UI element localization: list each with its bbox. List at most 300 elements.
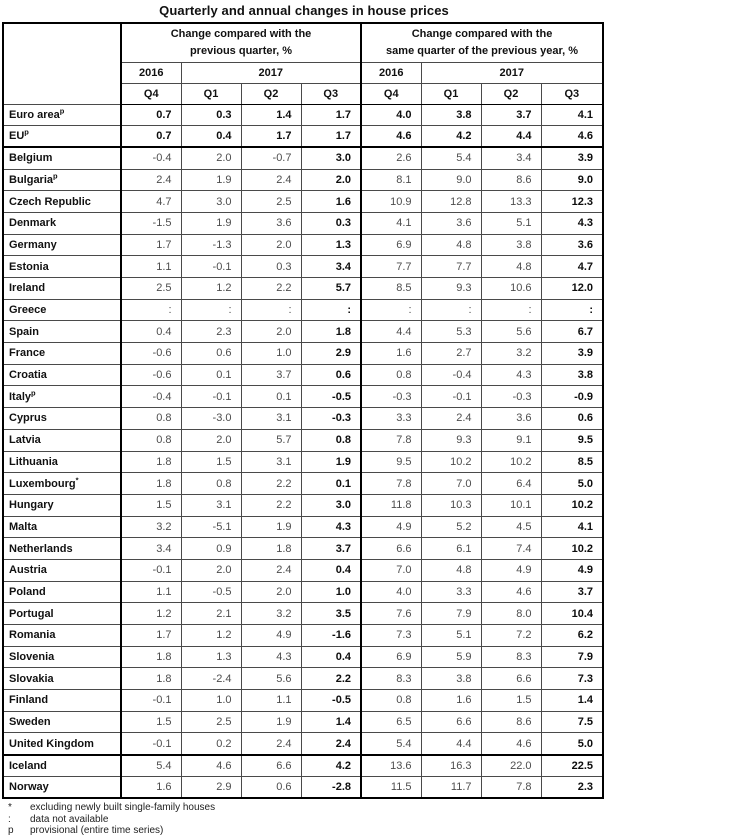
value-cell: -0.1	[181, 256, 241, 278]
country-label: Austria	[3, 559, 121, 581]
country-label: Hungary	[3, 494, 121, 516]
value-cell: -0.7	[241, 147, 301, 169]
value-cell: 3.7	[481, 104, 541, 126]
quarter-header: Q2	[481, 83, 541, 104]
table-row	[3, 364, 603, 386]
year-header: 2016	[361, 62, 421, 83]
value-cell: 3.7	[541, 581, 603, 603]
value-cell: 3.9	[541, 147, 603, 169]
value-cell: 1.8	[121, 668, 181, 690]
value-cell: 5.7	[301, 278, 361, 300]
value-cell: 1.8	[121, 646, 181, 668]
value-cell: 2.4	[241, 169, 301, 191]
value-cell: -0.3	[301, 408, 361, 430]
value-cell: 0.4	[301, 559, 361, 581]
value-cell: 1.0	[301, 581, 361, 603]
value-cell: 7.0	[421, 473, 481, 495]
table-row	[3, 668, 603, 690]
country-label: $EU^p$	[3, 126, 121, 148]
table-row	[3, 451, 603, 473]
value-cell: 0.8	[121, 429, 181, 451]
value-cell: 3.8	[421, 104, 481, 126]
quarter-header: Q1	[421, 83, 481, 104]
value-cell: 1.2	[181, 278, 241, 300]
value-cell: 4.5	[481, 516, 541, 538]
value-cell: 0.1	[301, 473, 361, 495]
value-cell: 4.3	[301, 516, 361, 538]
country-label: Portugal	[3, 603, 121, 625]
value-cell: 2.0	[181, 147, 241, 169]
value-cell: 4.2	[421, 126, 481, 148]
value-cell: 9.0	[541, 169, 603, 191]
value-cell: 7.4	[481, 538, 541, 560]
table-row	[3, 733, 603, 755]
country-label: Latvia	[3, 429, 121, 451]
value-cell: 2.2	[241, 473, 301, 495]
value-cell: 4.1	[361, 212, 421, 234]
footnote-marker-sup: *	[75, 474, 79, 484]
table-row	[3, 473, 603, 495]
table-row	[3, 278, 603, 300]
value-cell: 3.0	[301, 147, 361, 169]
table-row	[3, 711, 603, 733]
value-cell: 3.3	[421, 581, 481, 603]
value-cell: 0.2	[181, 733, 241, 755]
value-cell: 5.1	[421, 625, 481, 647]
value-cell: 7.7	[421, 256, 481, 278]
value-cell: 1.6	[361, 343, 421, 365]
value-cell: 2.0	[241, 234, 301, 256]
footnote-line	[4, 814, 750, 826]
value-cell: 1.2	[121, 603, 181, 625]
table-row	[3, 581, 603, 603]
table-row	[3, 516, 603, 538]
table-row	[3, 603, 603, 625]
value-cell: 0.8	[361, 364, 421, 386]
value-cell: 4.9	[481, 559, 541, 581]
value-cell: 1.7	[301, 126, 361, 148]
value-cell: -0.1	[421, 386, 481, 408]
value-cell: :	[481, 299, 541, 321]
value-cell: 3.4	[481, 147, 541, 169]
year-header: 2017	[181, 62, 361, 83]
value-cell: 6.2	[541, 625, 603, 647]
value-cell: 4.1	[541, 104, 603, 126]
value-cell: 4.8	[481, 256, 541, 278]
value-cell: 5.7	[241, 429, 301, 451]
value-cell: -0.3	[361, 386, 421, 408]
table-row	[3, 169, 603, 191]
value-cell: 7.8	[481, 776, 541, 798]
value-cell: -2.8	[301, 776, 361, 798]
value-cell: 0.1	[241, 386, 301, 408]
value-cell: 3.1	[241, 451, 301, 473]
value-cell: 11.7	[421, 776, 481, 798]
value-cell: 7.3	[361, 625, 421, 647]
table-row	[3, 559, 603, 581]
page-title: Quarterly and annual changes in house prices	[159, 3, 449, 18]
country-label: Euro area$^p$	[3, 104, 121, 126]
table-row	[3, 625, 603, 647]
value-cell: 11.8	[361, 494, 421, 516]
value-cell: -1.6	[301, 625, 361, 647]
value-cell: 10.2	[481, 451, 541, 473]
value-cell: -0.1	[121, 733, 181, 755]
value-cell: 2.5	[241, 191, 301, 213]
value-cell: 5.4	[121, 755, 181, 777]
value-cell: 2.5	[181, 711, 241, 733]
value-cell: 4.4	[481, 126, 541, 148]
value-cell: 2.2	[241, 278, 301, 300]
value-cell: 3.8	[541, 364, 603, 386]
value-cell: 8.6	[481, 169, 541, 191]
value-cell: 2.4	[241, 559, 301, 581]
value-cell: 3.6	[241, 212, 301, 234]
value-cell: -0.1	[121, 559, 181, 581]
value-cell: 4.0	[361, 581, 421, 603]
value-cell: 5.4	[361, 733, 421, 755]
country-label: France	[3, 343, 121, 365]
table-row	[3, 538, 603, 560]
table-row	[3, 212, 603, 234]
value-cell: 1.5	[121, 494, 181, 516]
country-label: Ireland	[3, 278, 121, 300]
value-cell: 4.6	[481, 581, 541, 603]
value-cell: 3.6	[421, 212, 481, 234]
value-cell: 5.6	[241, 668, 301, 690]
value-cell: 1.1	[121, 581, 181, 603]
value-cell: 2.5	[121, 278, 181, 300]
value-cell: 3.0	[301, 494, 361, 516]
value-cell: 6.9	[361, 646, 421, 668]
value-cell: 10.6	[481, 278, 541, 300]
value-cell: 6.6	[241, 755, 301, 777]
value-cell: :	[301, 299, 361, 321]
value-cell: -0.4	[421, 364, 481, 386]
value-cell: :	[541, 299, 603, 321]
value-cell: 1.4	[541, 690, 603, 712]
value-cell: 4.7	[541, 256, 603, 278]
value-cell: 2.2	[241, 494, 301, 516]
table-row	[3, 646, 603, 668]
country-label: Iceland	[3, 755, 121, 777]
value-cell: 5.9	[421, 646, 481, 668]
value-cell: 0.7	[121, 126, 181, 148]
table-corner-cell	[3, 23, 121, 104]
value-cell: 0.8	[361, 690, 421, 712]
quarter-header: Q3	[301, 83, 361, 104]
value-cell: 7.5	[541, 711, 603, 733]
value-cell: 5.6	[481, 321, 541, 343]
value-cell: 0.9	[181, 538, 241, 560]
value-cell: 10.2	[541, 538, 603, 560]
quarter-header: Q4	[121, 83, 181, 104]
value-cell: 5.4	[421, 147, 481, 169]
value-cell: 12.3	[541, 191, 603, 213]
value-cell: 1.0	[181, 690, 241, 712]
value-cell: 3.1	[181, 494, 241, 516]
value-cell: 3.6	[541, 234, 603, 256]
value-cell: 2.0	[241, 321, 301, 343]
value-cell: 10.4	[541, 603, 603, 625]
value-cell: 3.0	[181, 191, 241, 213]
value-cell: 2.2	[301, 668, 361, 690]
table-row	[3, 299, 603, 321]
value-cell: 2.6	[361, 147, 421, 169]
value-cell: 6.9	[361, 234, 421, 256]
value-cell: 6.7	[541, 321, 603, 343]
value-cell: 1.4	[241, 104, 301, 126]
value-cell: 3.2	[481, 343, 541, 365]
value-cell: 2.4	[301, 733, 361, 755]
value-cell: 3.3	[361, 408, 421, 430]
footnote-marker-sup: p	[24, 127, 29, 137]
footnote-marker-sup: p	[53, 171, 58, 181]
value-cell: -0.1	[181, 386, 241, 408]
country-label: Sweden	[3, 711, 121, 733]
country-label: Spain	[3, 321, 121, 343]
value-cell: 4.4	[361, 321, 421, 343]
country-label: Czech Republic	[3, 191, 121, 213]
value-cell: 7.9	[541, 646, 603, 668]
value-cell: 3.9	[541, 343, 603, 365]
value-cell: 13.3	[481, 191, 541, 213]
value-cell: 0.6	[181, 343, 241, 365]
country-label: Poland	[3, 581, 121, 603]
value-cell: 0.1	[181, 364, 241, 386]
value-cell: 0.3	[181, 104, 241, 126]
value-cell: 3.4	[301, 256, 361, 278]
value-cell: 8.1	[361, 169, 421, 191]
quarter-header: Q2	[241, 83, 301, 104]
value-cell: :	[241, 299, 301, 321]
value-cell: 4.8	[421, 234, 481, 256]
value-cell: 3.6	[481, 408, 541, 430]
value-cell: -0.3	[481, 386, 541, 408]
value-cell: 8.6	[481, 711, 541, 733]
footnote-marker: :	[8, 813, 11, 825]
value-cell: 2.0	[181, 429, 241, 451]
table-header	[3, 23, 603, 104]
value-cell: 1.5	[181, 451, 241, 473]
value-cell: 2.0	[301, 169, 361, 191]
value-cell: 3.5	[301, 603, 361, 625]
value-cell: 1.6	[421, 690, 481, 712]
value-cell: 2.0	[181, 559, 241, 581]
value-cell: 3.4	[121, 538, 181, 560]
value-cell: 5.2	[421, 516, 481, 538]
value-cell: 8.3	[361, 668, 421, 690]
value-cell: 6.6	[361, 538, 421, 560]
value-cell: 1.9	[241, 711, 301, 733]
group-header-1: Change compared with the same quarter of the previous year, %	[361, 23, 603, 62]
table-body	[3, 104, 603, 798]
table-row	[3, 256, 603, 278]
value-cell: 1.7	[121, 625, 181, 647]
value-cell: 1.6	[121, 776, 181, 798]
quarter-header: Q3	[541, 83, 603, 104]
table-row	[3, 343, 603, 365]
value-cell: 3.8	[421, 668, 481, 690]
value-cell: -1.5	[121, 212, 181, 234]
country-label: Slovenia	[3, 646, 121, 668]
value-cell: 2.3	[541, 776, 603, 798]
value-cell: 6.5	[361, 711, 421, 733]
table-row	[3, 755, 603, 777]
year-header: 2017	[421, 62, 603, 83]
value-cell: 0.7	[121, 104, 181, 126]
value-cell: 3.7	[241, 364, 301, 386]
country-label: Netherlands	[3, 538, 121, 560]
value-cell: 0.3	[241, 256, 301, 278]
value-cell: -3.0	[181, 408, 241, 430]
value-cell: 12.8	[421, 191, 481, 213]
value-cell: 1.6	[301, 191, 361, 213]
value-cell: 7.9	[421, 603, 481, 625]
country-label: Croatia	[3, 364, 121, 386]
value-cell: 3.2	[241, 603, 301, 625]
value-cell: 0.8	[181, 473, 241, 495]
value-cell: 1.1	[241, 690, 301, 712]
value-cell: 5.1	[481, 212, 541, 234]
value-cell: 7.8	[361, 473, 421, 495]
country-label: Cyprus	[3, 408, 121, 430]
value-cell: 4.3	[541, 212, 603, 234]
country-label: United Kingdom	[3, 733, 121, 755]
table-row	[3, 776, 603, 798]
value-cell: 10.9	[361, 191, 421, 213]
value-cell: 2.0	[241, 581, 301, 603]
footnote-marker: p	[8, 825, 14, 836]
value-cell: 2.4	[421, 408, 481, 430]
value-cell: -0.5	[301, 386, 361, 408]
value-cell: 6.4	[481, 473, 541, 495]
value-cell: -1.3	[181, 234, 241, 256]
country-label: Bulgaria$^p$	[3, 169, 121, 191]
value-cell: 0.3	[301, 212, 361, 234]
value-cell: 3.8	[481, 234, 541, 256]
value-cell: 5.0	[541, 473, 603, 495]
value-cell: 4.6	[481, 733, 541, 755]
value-cell: 4.2	[301, 755, 361, 777]
value-cell: 4.3	[241, 646, 301, 668]
value-cell: 4.6	[541, 126, 603, 148]
value-cell: 4.8	[421, 559, 481, 581]
value-cell: 0.4	[301, 646, 361, 668]
value-cell: 16.3	[421, 755, 481, 777]
country-label: Germany	[3, 234, 121, 256]
value-cell: -0.6	[121, 364, 181, 386]
value-cell: 1.8	[121, 451, 181, 473]
value-cell: 1.8	[121, 473, 181, 495]
table-row	[3, 147, 603, 169]
country-label: Malta	[3, 516, 121, 538]
value-cell: 2.7	[421, 343, 481, 365]
country-label: Belgium	[3, 147, 121, 169]
value-cell: 4.9	[361, 516, 421, 538]
value-cell: -0.1	[121, 690, 181, 712]
value-cell: 1.9	[241, 516, 301, 538]
value-cell: 4.9	[541, 559, 603, 581]
value-cell: 1.5	[481, 690, 541, 712]
value-cell: 12.0	[541, 278, 603, 300]
value-cell: 5.0	[541, 733, 603, 755]
table-row	[3, 408, 603, 430]
value-cell: 2.3	[181, 321, 241, 343]
value-cell: 2.1	[181, 603, 241, 625]
value-cell: 7.7	[361, 256, 421, 278]
table-row	[3, 386, 603, 408]
value-cell: 1.7	[241, 126, 301, 148]
value-cell: -0.5	[301, 690, 361, 712]
value-cell: 9.3	[421, 278, 481, 300]
value-cell: -0.4	[121, 147, 181, 169]
table-row	[3, 191, 603, 213]
value-cell: 1.1	[121, 256, 181, 278]
value-cell: -0.5	[181, 581, 241, 603]
group-header-0: Change compared with the previous quarter, %	[121, 23, 361, 62]
value-cell: 3.2	[121, 516, 181, 538]
value-cell: 4.6	[181, 755, 241, 777]
value-cell: 1.4	[301, 711, 361, 733]
value-cell: :	[421, 299, 481, 321]
value-cell: 1.8	[301, 321, 361, 343]
value-cell: 0.4	[121, 321, 181, 343]
value-cell: 0.6	[241, 776, 301, 798]
value-cell: 9.5	[361, 451, 421, 473]
value-cell: 11.5	[361, 776, 421, 798]
country-label: Denmark	[3, 212, 121, 234]
value-cell: 1.8	[241, 538, 301, 560]
value-cell: 6.1	[421, 538, 481, 560]
value-cell: 9.5	[541, 429, 603, 451]
footnote-marker: *	[8, 802, 12, 813]
value-cell: 0.6	[301, 364, 361, 386]
value-cell: 8.5	[361, 278, 421, 300]
quarter-header: Q4	[361, 83, 421, 104]
value-cell: 8.0	[481, 603, 541, 625]
value-cell: 7.0	[361, 559, 421, 581]
value-cell: 10.2	[541, 494, 603, 516]
house-prices-table	[2, 22, 604, 799]
value-cell: 2.4	[121, 169, 181, 191]
value-cell: 9.1	[481, 429, 541, 451]
quarter-header: Q1	[181, 83, 241, 104]
value-cell: 22.5	[541, 755, 603, 777]
country-label: Luxembourg*	[3, 473, 121, 495]
value-cell: 4.7	[121, 191, 181, 213]
value-cell: -5.1	[181, 516, 241, 538]
table-row	[3, 321, 603, 343]
value-cell: 0.4	[181, 126, 241, 148]
value-cell: 1.0	[241, 343, 301, 365]
value-cell: 1.7	[121, 234, 181, 256]
country-label: Slovakia	[3, 668, 121, 690]
value-cell: 10.3	[421, 494, 481, 516]
value-cell: 4.1	[541, 516, 603, 538]
table-row	[3, 494, 603, 516]
value-cell: 1.2	[181, 625, 241, 647]
footnote-text: provisional (entire time series)	[30, 825, 164, 836]
footnote-text: excluding newly built single-family houses	[30, 802, 216, 813]
value-cell: 10.2	[421, 451, 481, 473]
value-cell: 9.3	[421, 429, 481, 451]
value-cell: 2.9	[181, 776, 241, 798]
footnote-line	[4, 825, 750, 837]
value-cell: 4.0	[361, 104, 421, 126]
footnote-marker-sup: p	[59, 106, 65, 116]
footnotes	[4, 802, 750, 837]
